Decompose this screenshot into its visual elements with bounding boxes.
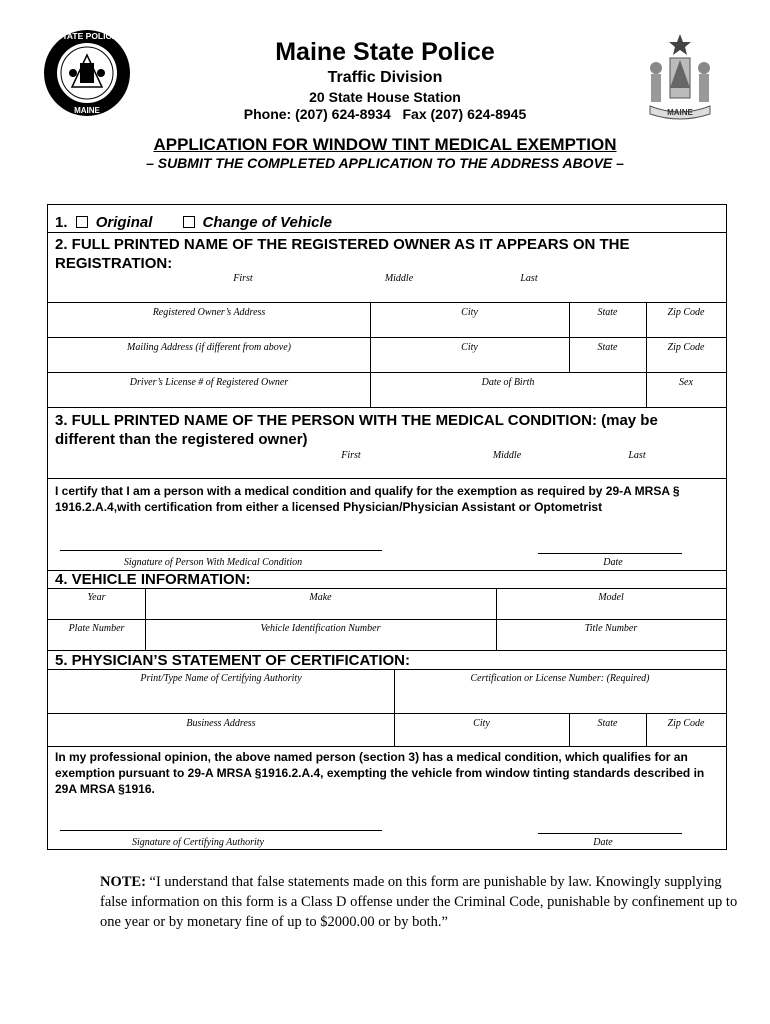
certifying-name-label: Print/Type Name of Certifying Authority bbox=[140, 673, 302, 684]
division-name: Traffic Division bbox=[327, 69, 443, 86]
owner-name-field[interactable] bbox=[48, 285, 726, 301]
title-number-label: Title Number bbox=[584, 623, 638, 634]
make-label: Make bbox=[309, 592, 332, 603]
reg-city-label: City bbox=[461, 307, 478, 318]
patient-certify-row bbox=[48, 479, 726, 571]
reg-address-label: Registered Owner’s Address bbox=[152, 307, 266, 318]
sex-label: Sex bbox=[679, 377, 693, 388]
license-row bbox=[48, 373, 726, 408]
patient-signature-label: Signature of Person With Medical Condition bbox=[123, 557, 303, 568]
patient-date-line[interactable] bbox=[538, 553, 682, 554]
note-text: “I understand that false statements made on this form are punishable by law. Knowingly supplying false information on this form is a Class D offense under the Criminal Code, punishable by confinement up to one year or by monetary fine of up to $2000.00 or by both.” bbox=[100, 874, 738, 930]
physician-date-label: Date bbox=[593, 837, 613, 848]
seal-banner-text: MAINE bbox=[667, 108, 693, 117]
section-1-number: 1. bbox=[55, 214, 68, 231]
section-4-heading: 4. VEHICLE INFORMATION: bbox=[55, 571, 251, 588]
vin-label: Vehicle Identification Number bbox=[260, 623, 381, 634]
patient-date-label: Date bbox=[603, 557, 623, 568]
year-label: Year bbox=[87, 592, 106, 603]
application-form bbox=[47, 204, 727, 850]
patient-certify-text: I certify that I am a person with a medical condition and qualify for the exemption as required by 29-A MRSA § 1916.2.A.4,with certification from either a licensed Physician/Physician Assistant or Optometrist bbox=[55, 484, 680, 514]
business-address-row bbox=[48, 714, 726, 747]
phone-fax: Phone: (207) 624-8934 Fax (207) 624-8945 bbox=[243, 106, 527, 122]
section-3-heading: 3. FULL PRINTED NAME OF THE PERSON WITH THE MEDICAL CONDITION: (may be different than the registered owner) bbox=[55, 412, 658, 448]
section-2-name-row bbox=[48, 233, 726, 303]
physician-opinion-text: In my professional opinion, the above named person (section 3) has a medical condition, which qualifies for an exemption pursuant to 29-A MRSA §1916.2.A.4, exempting the vehicle from window tinting standards described in 29A MRSA §1916. bbox=[55, 750, 705, 796]
station-address: 20 State House Station bbox=[309, 89, 461, 105]
mail-address-label: Mailing Address (if different from above) bbox=[127, 342, 291, 353]
mail-city-label: City bbox=[461, 342, 478, 353]
patient-first-label: First bbox=[341, 450, 361, 461]
business-address-label: Business Address bbox=[186, 718, 256, 729]
patient-middle-label: Middle bbox=[492, 450, 522, 461]
change-of-vehicle-checkbox[interactable] bbox=[183, 216, 195, 228]
reg-address-row bbox=[48, 303, 726, 338]
owner-first-label: First bbox=[233, 273, 253, 284]
physician-name-row bbox=[48, 669, 726, 714]
section-5-heading: 5. PHYSICIAN’S STATEMENT OF CERTIFICATION: bbox=[55, 652, 411, 669]
mail-address-row bbox=[48, 338, 726, 373]
vehicle-row-2 bbox=[48, 620, 726, 651]
note-label: NOTE: bbox=[100, 874, 146, 890]
physician-signature-label: Signature of Certifying Authority bbox=[132, 837, 264, 848]
reg-state-label: State bbox=[597, 307, 618, 318]
business-zip-label: Zip Code bbox=[667, 718, 705, 729]
owner-middle-label: Middle bbox=[384, 273, 414, 284]
plate-label: Plate Number bbox=[68, 623, 125, 634]
submit-instructions: – SUBMIT THE COMPLETED APPLICATION TO THE ADDRESS ABOVE – bbox=[146, 155, 624, 171]
patient-last-label: Last bbox=[628, 450, 646, 461]
business-city-label: City bbox=[473, 718, 490, 729]
legal-note bbox=[100, 872, 740, 932]
vehicle-row-1 bbox=[48, 588, 726, 620]
page-title: Maine State Police bbox=[275, 38, 495, 66]
section-1-row bbox=[48, 205, 726, 233]
mail-zip-label: Zip Code bbox=[667, 342, 705, 353]
application-title: APPLICATION FOR WINDOW TINT MEDICAL EXEMPTION bbox=[153, 135, 617, 154]
section-3-name-row bbox=[48, 408, 726, 479]
seal-bottom-text: MAINE bbox=[74, 106, 100, 115]
physician-signature-line[interactable] bbox=[60, 830, 382, 831]
dob-label: Date of Birth bbox=[481, 377, 535, 388]
reg-zip-label: Zip Code bbox=[667, 307, 705, 318]
change-of-vehicle-label: Change of Vehicle bbox=[202, 214, 333, 231]
license-label: Driver’s License # of Registered Owner bbox=[129, 377, 289, 388]
original-checkbox[interactable] bbox=[76, 216, 88, 228]
section-4-heading-row bbox=[48, 571, 726, 588]
physician-date-line[interactable] bbox=[538, 833, 682, 834]
section-2-heading: 2. FULL PRINTED NAME OF THE REGISTERED OWNER AS IT APPEARS ON THE REGISTRATION: bbox=[55, 236, 630, 272]
model-label: Model bbox=[598, 592, 624, 603]
owner-last-label: Last bbox=[520, 273, 538, 284]
cert-number-label: Certification or License Number: (Required) bbox=[470, 673, 650, 684]
business-state-label: State bbox=[597, 718, 618, 729]
seal-top-text: STATE POLICE bbox=[56, 31, 118, 41]
original-label: Original bbox=[95, 214, 153, 231]
section-5-heading-row bbox=[48, 651, 726, 669]
physician-opinion-row bbox=[48, 747, 726, 849]
mail-state-label: State bbox=[597, 342, 618, 353]
patient-signature-line[interactable] bbox=[60, 550, 382, 551]
